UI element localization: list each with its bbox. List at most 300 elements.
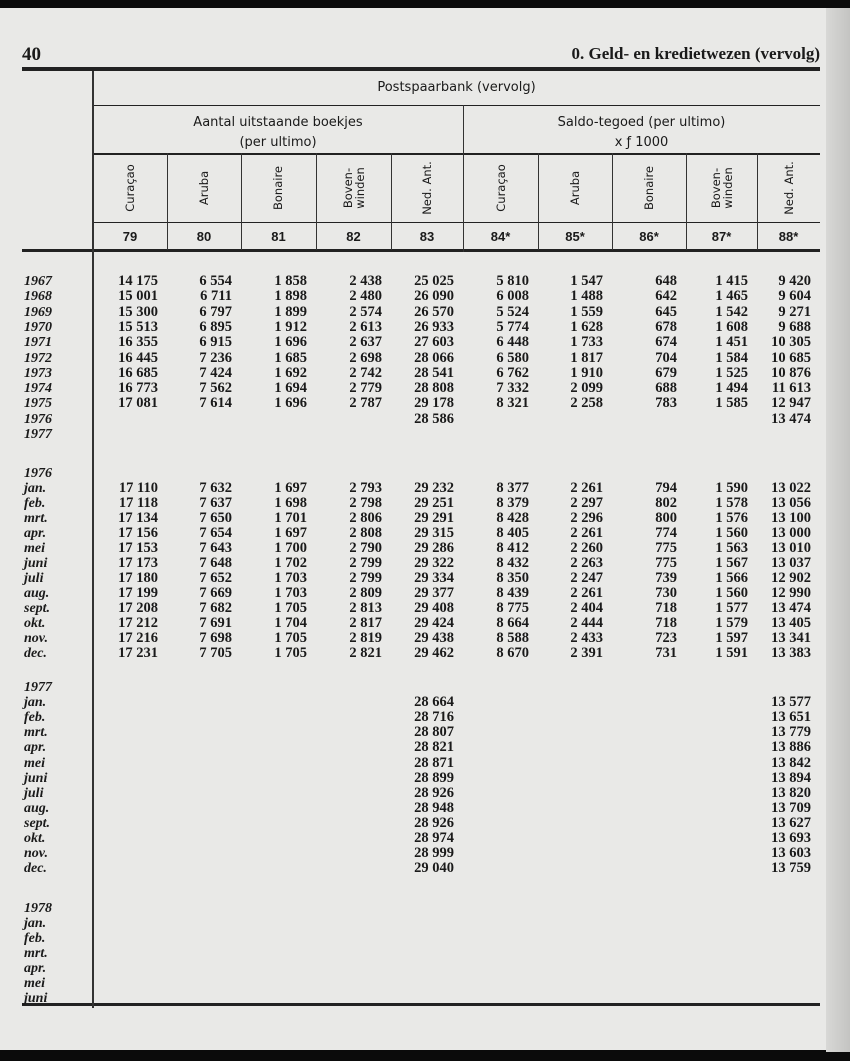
table-cell: 28 899: [414, 769, 454, 786]
table-row: [0, 831, 826, 846]
table-cell: 5 524: [496, 303, 529, 320]
table-cell: 775: [655, 540, 677, 556]
row-label: feb.: [24, 496, 46, 511]
table-cell: 7 698: [199, 630, 232, 646]
column-header: [757, 153, 820, 222]
table-cell: 1 704: [274, 615, 307, 631]
table-cell: 642: [655, 288, 677, 305]
column-header: [167, 153, 241, 222]
table-cell: 2 817: [349, 615, 382, 631]
table-cell: 774: [655, 525, 677, 541]
table-cell: 14 175: [118, 273, 158, 289]
table-cell: 1 597: [715, 630, 748, 646]
table-row: [0, 646, 826, 661]
table-cell: 2 261: [570, 585, 603, 601]
table-cell: 9 420: [778, 273, 811, 289]
table-cell: 2 821: [349, 645, 382, 661]
table-cell: 13 383: [771, 645, 811, 661]
scan-border-top: [0, 0, 850, 8]
column-name: Bonaire: [271, 165, 286, 210]
table-cell: 2 808: [349, 525, 382, 541]
table-cell: 26 090: [414, 288, 454, 305]
column-number: 88*: [778, 229, 799, 244]
column-header: [612, 153, 686, 222]
table-row: [0, 631, 826, 646]
table-cell: 29 232: [414, 480, 454, 496]
row-label: juni: [24, 556, 48, 571]
table-cell: 10 305: [771, 334, 811, 351]
row-label: feb.: [24, 710, 46, 726]
table-cell: 1 698: [274, 495, 307, 511]
table-cell: 648: [655, 273, 677, 289]
table-cell: 1 692: [274, 364, 307, 381]
table-cell: 28 664: [414, 694, 454, 711]
table-cell: 2 799: [349, 555, 382, 571]
table-cell: 6 554: [199, 273, 232, 289]
row-label: okt.: [24, 616, 46, 631]
table-cell: 29 251: [414, 495, 454, 511]
table-cell: 13 022: [771, 480, 811, 496]
table-cell: 13 341: [771, 630, 811, 646]
table-cell: 678: [655, 318, 677, 335]
table-cell: 2 261: [570, 480, 603, 496]
table-cell: 7 654: [199, 525, 232, 541]
page-number: 40: [22, 44, 41, 65]
column-header: [316, 153, 391, 222]
column-header: [463, 153, 538, 222]
table-cell: 7 643: [199, 540, 232, 556]
table-cell: 13 037: [771, 555, 811, 571]
table-row: [0, 801, 826, 816]
table-cell: 1 567: [715, 555, 748, 571]
table-row: [0, 756, 826, 771]
table-cell: 2 779: [349, 380, 382, 397]
table-cell: 5 810: [496, 273, 529, 289]
table-cell: 2 260: [570, 540, 603, 556]
table-row: [0, 511, 826, 526]
column-name: Aruba: [196, 170, 211, 205]
table-cell: 11 613: [771, 380, 811, 397]
table-cell: 2 798: [349, 495, 382, 511]
table-cell: 730: [655, 585, 677, 601]
column-name: Curaçao: [493, 163, 508, 212]
row-label: 1973: [24, 365, 52, 381]
table-cell: 10 876: [771, 364, 811, 381]
table-cell: 12 947: [771, 395, 811, 412]
table-cell: 6 915: [199, 334, 232, 351]
table-cell: 688: [655, 380, 677, 397]
table-cell: 1 451: [715, 334, 748, 351]
table-cell: 13 651: [771, 709, 811, 726]
column-name: Boven- winden: [340, 166, 367, 209]
column-name: Bonaire: [641, 165, 656, 210]
table-cell: 13 709: [771, 799, 811, 816]
table-cell: 8 664: [496, 615, 529, 631]
table-cell: 794: [655, 480, 677, 496]
table-cell: 13 000: [771, 525, 811, 541]
table-cell: 8 321: [496, 395, 529, 412]
row-label: okt.: [24, 831, 46, 846]
row-label: dec.: [24, 861, 47, 877]
row-label: jan.: [24, 916, 47, 931]
table-cell: 2 819: [349, 630, 382, 646]
row-label: sept.: [24, 815, 51, 831]
table-row: [0, 396, 826, 411]
table-row: [0, 991, 826, 1006]
row-label: 1971: [24, 335, 52, 351]
table-cell: 29 286: [414, 540, 454, 556]
table-cell: 13 474: [771, 410, 811, 427]
table-cell: 28 066: [414, 349, 454, 366]
table-cell: 16 355: [118, 334, 158, 351]
page-edge: [826, 8, 850, 1052]
table-cell: 8 428: [496, 510, 529, 526]
table-cell: 8 432: [496, 555, 529, 571]
column-number: 80: [196, 229, 212, 244]
table-cell: 17 208: [118, 600, 158, 616]
table-cell: 7 614: [199, 395, 232, 412]
table-cell: 13 577: [771, 694, 811, 711]
table-cell: 1 696: [274, 334, 307, 351]
table-cell: 7 637: [199, 495, 232, 511]
section-year: 1976: [24, 466, 52, 481]
column-number: 85*: [565, 229, 585, 244]
group-header-boekjes: [93, 113, 463, 153]
column-number: 79: [122, 229, 138, 244]
table-cell: 8 439: [496, 585, 529, 601]
table-cell: 2 263: [570, 555, 603, 571]
column-header: [686, 153, 757, 222]
table-cell: 1 547: [570, 273, 603, 289]
row-label: mrt.: [24, 511, 48, 526]
table-cell: 28 871: [414, 754, 454, 771]
table-cell: 723: [655, 630, 677, 646]
table-row: [0, 320, 826, 335]
table-cell: 1 910: [570, 364, 603, 381]
row-label: juli: [24, 571, 44, 586]
column-number: 81: [271, 229, 286, 244]
table-cell: 1 701: [274, 510, 307, 526]
table-cell: 674: [655, 334, 677, 351]
table-cell: 28 716: [414, 709, 454, 726]
table-cell: 1 705: [274, 630, 307, 646]
table-cell: 1 858: [274, 273, 307, 289]
table-cell: 28 948: [414, 799, 454, 816]
table-cell: 29 291: [414, 510, 454, 526]
table-cell: 6 580: [496, 349, 529, 366]
table-row: [0, 976, 826, 991]
row-label: mei: [24, 541, 45, 556]
table-cell: 1 465: [715, 288, 748, 305]
table-cell: 28 807: [414, 724, 454, 741]
table-cell: 7 632: [199, 480, 232, 496]
table-cell: 1 578: [715, 495, 748, 511]
table-cell: 6 895: [199, 318, 232, 335]
table-cell: 1 566: [715, 570, 748, 586]
row-label: 1970: [24, 319, 52, 335]
rule-under-title: [93, 105, 820, 106]
section-heading-row: [0, 901, 826, 916]
table-cell: 1 608: [715, 318, 748, 335]
table-cell: 1 899: [274, 303, 307, 320]
group-header-line1: Saldo-tegoed (per ultimo): [557, 115, 726, 130]
table-cell: 2 742: [349, 364, 382, 381]
row-label: 1975: [24, 396, 52, 412]
table-cell: 29 408: [414, 600, 454, 616]
table-cell: 2 261: [570, 525, 603, 541]
row-label: nov.: [24, 631, 48, 646]
table-cell: 13 693: [771, 830, 811, 846]
row-label: 1967: [24, 274, 52, 289]
table-row: [0, 541, 826, 556]
row-label: mrt.: [24, 946, 48, 961]
section-year: 1977: [24, 680, 52, 695]
table-row: [0, 786, 826, 801]
table-cell: 29 462: [414, 645, 454, 661]
table-cell: 2 698: [349, 349, 382, 366]
table-cell: 679: [655, 364, 677, 381]
table-cell: 1 912: [274, 318, 307, 335]
column-number: 86*: [639, 229, 659, 244]
table-row: [0, 351, 826, 366]
row-label: 1968: [24, 289, 52, 305]
table-row: [0, 816, 826, 831]
column-name: Aruba: [567, 170, 582, 205]
table-cell: 2 793: [349, 480, 382, 496]
table-cell: 9 271: [778, 303, 811, 320]
table-cell: 15 513: [118, 318, 158, 335]
table-cell: 645: [655, 303, 677, 320]
table-cell: 29 377: [414, 585, 454, 601]
table-row: [0, 496, 826, 511]
table-row: [0, 616, 826, 631]
table-row: [0, 916, 826, 931]
table-row: [0, 274, 826, 289]
table-cell: 1 697: [274, 525, 307, 541]
column-name: Ned. Ant.: [419, 160, 434, 215]
table-cell: 10 685: [771, 349, 811, 366]
table-cell: 29 315: [414, 525, 454, 541]
row-label: sept.: [24, 601, 51, 616]
row-label: apr.: [24, 961, 47, 976]
table-cell: 13 820: [771, 784, 811, 801]
table-row: [0, 846, 826, 861]
table-title: Postspaarbank (vervolg): [377, 80, 536, 95]
table-cell: 2 799: [349, 570, 382, 586]
table-cell: 2 099: [570, 380, 603, 397]
column-header: [241, 153, 316, 222]
row-label: mrt.: [24, 725, 48, 741]
table-cell: 1 591: [715, 645, 748, 661]
row-label: nov.: [24, 846, 48, 862]
table-cell: 17 156: [118, 525, 158, 541]
table-cell: 1 579: [715, 615, 748, 631]
table-cell: 8 588: [496, 630, 529, 646]
table-cell: 1 542: [715, 303, 748, 320]
table-cell: 16 773: [118, 380, 158, 397]
table-cell: 17 118: [118, 495, 158, 511]
table-cell: 1 685: [274, 349, 307, 366]
table-row: [0, 931, 826, 946]
group-header-line2: x ƒ 1000: [614, 135, 669, 150]
table-cell: 7 648: [199, 555, 232, 571]
table-cell: 28 999: [414, 845, 454, 862]
table-cell: 2 258: [570, 395, 603, 412]
table-row: [0, 335, 826, 350]
table-cell: 7 705: [199, 645, 232, 661]
table-cell: 1 488: [570, 288, 603, 305]
table-cell: 1 898: [274, 288, 307, 305]
table-cell: 8 377: [496, 480, 529, 496]
rule-under-numbers: [22, 249, 820, 252]
column-header: [93, 153, 167, 222]
column-number: 83: [419, 229, 435, 244]
table-cell: 12 990: [771, 585, 811, 601]
table-cell: 6 711: [200, 288, 232, 305]
row-label: jan.: [24, 695, 47, 711]
table-cell: 13 886: [771, 739, 811, 756]
table-cell: 29 438: [414, 630, 454, 646]
table-cell: 2 787: [349, 395, 382, 412]
column-number: 82: [346, 229, 361, 244]
table-row: [0, 601, 826, 616]
table-cell: 1 705: [274, 645, 307, 661]
table-cell: 9 688: [778, 318, 811, 335]
table-cell: 29 178: [414, 395, 454, 412]
table-cell: 17 231: [118, 645, 158, 661]
table-row: [0, 289, 826, 304]
table-cell: 28 974: [414, 830, 454, 846]
table-cell: 1 584: [715, 349, 748, 366]
table-cell: 17 134: [118, 510, 158, 526]
table-row: [0, 381, 826, 396]
scan-border-bottom: [0, 1050, 850, 1061]
table-cell: 1 703: [274, 570, 307, 586]
table-cell: 7 236: [199, 349, 232, 366]
table-cell: 1 577: [715, 600, 748, 616]
table-cell: 29 322: [414, 555, 454, 571]
table-cell: 5 774: [496, 318, 529, 335]
table-cell: 731: [655, 645, 677, 661]
table-cell: 2 404: [570, 600, 603, 616]
table-cell: 15 300: [118, 303, 158, 320]
row-label: 1972: [24, 350, 52, 366]
table-row: [0, 412, 826, 427]
table-cell: 2 480: [349, 288, 382, 305]
row-label: juli: [24, 785, 44, 801]
table-cell: 2 433: [570, 630, 603, 646]
table-row: [0, 710, 826, 725]
table-cell: 1 494: [715, 380, 748, 397]
table-cell: 28 926: [414, 784, 454, 801]
row-label: apr.: [24, 740, 47, 756]
column-number: 87*: [711, 229, 732, 244]
table-row: [0, 771, 826, 786]
table-row: [0, 695, 826, 710]
table-cell: 2 297: [570, 495, 603, 511]
table-cell: 1 628: [570, 318, 603, 335]
table-cell: 28 808: [414, 380, 454, 397]
table-cell: 2 809: [349, 585, 382, 601]
column-name: Ned. Ant.: [781, 160, 796, 215]
table-cell: 29 334: [414, 570, 454, 586]
table-cell: 718: [655, 615, 677, 631]
table-row: [0, 481, 826, 496]
row-label: feb.: [24, 931, 46, 946]
table-cell: 8 379: [496, 495, 529, 511]
table-cell: 9 604: [778, 288, 811, 305]
table-cell: 7 650: [199, 510, 232, 526]
row-label: 1976: [24, 411, 52, 427]
row-label: jan.: [24, 481, 47, 496]
table-cell: 7 652: [199, 570, 232, 586]
table-cell: 1 817: [570, 349, 603, 366]
table-cell: 2 806: [349, 510, 382, 526]
row-label: mei: [24, 976, 45, 991]
table-cell: 8 775: [496, 600, 529, 616]
table-cell: 8 670: [496, 645, 529, 661]
table-cell: 1 702: [274, 555, 307, 571]
table-cell: 17 180: [118, 570, 158, 586]
table-cell: 1 559: [570, 303, 603, 320]
table-row: [0, 526, 826, 541]
table-row: [0, 427, 826, 442]
table-cell: 13 759: [771, 860, 811, 877]
table-cell: 1 733: [570, 334, 603, 351]
table-cell: 15 001: [118, 288, 158, 305]
column-name: Curaçao: [123, 163, 137, 212]
table-cell: 1 696: [274, 395, 307, 412]
column-header: [538, 153, 612, 222]
table-cell: 17 199: [118, 585, 158, 601]
row-label: aug.: [24, 586, 50, 601]
row-label: apr.: [24, 526, 47, 541]
table-cell: 1 703: [274, 585, 307, 601]
table-cell: 12 902: [771, 570, 811, 586]
table-row: [0, 586, 826, 601]
row-label: 1977: [24, 427, 52, 442]
table-cell: 6 008: [496, 288, 529, 305]
table-cell: 8 412: [496, 540, 529, 556]
table-cell: 13 405: [771, 615, 811, 631]
group-header-line1: Aantal uitstaande boekjes: [193, 115, 363, 130]
table-row: [0, 961, 826, 976]
table-cell: 1 697: [274, 480, 307, 496]
table-cell: 13 474: [771, 600, 811, 616]
table-cell: 6 797: [199, 303, 232, 320]
table-cell: 2 391: [570, 645, 603, 661]
table-cell: 2 574: [349, 303, 382, 320]
table-cell: 16 445: [118, 349, 158, 366]
table-cell: 25 025: [414, 273, 454, 289]
table-cell: 7 691: [199, 615, 232, 631]
column-number: 84*: [490, 229, 511, 244]
table-cell: 1 700: [274, 540, 307, 556]
table-cell: 6 448: [496, 334, 529, 351]
table-cell: 1 560: [715, 525, 748, 541]
table-cell: 2 637: [349, 334, 382, 351]
table-cell: 13 603: [771, 845, 811, 862]
table-cell: 7 562: [199, 380, 232, 397]
table-cell: 8 350: [496, 570, 529, 586]
table-cell: 2 444: [570, 615, 603, 631]
section-year: 1978: [24, 901, 52, 916]
table-cell: 802: [655, 495, 677, 511]
table-cell: 1 585: [715, 395, 748, 412]
table-cell: 26 570: [414, 303, 454, 320]
table-cell: 17 081: [118, 395, 158, 412]
table-cell: 2 296: [570, 510, 603, 526]
